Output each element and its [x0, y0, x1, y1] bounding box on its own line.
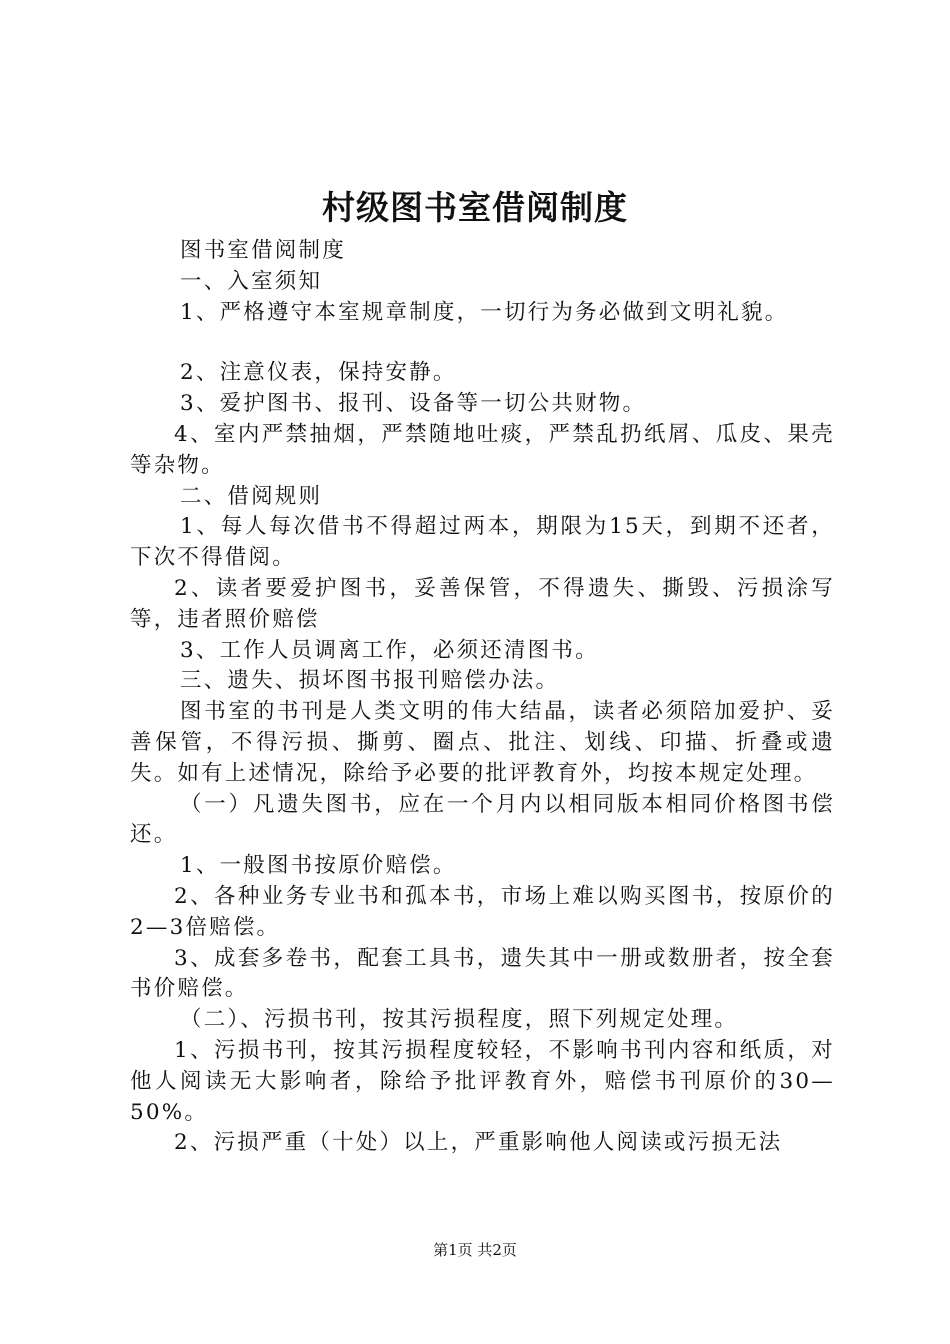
section-heading: 三、遗失、损坏图书报刊赔偿办法。 [180, 668, 560, 694]
paragraph: 图书室的书刊是人类文明的伟大结晶，读者必须陪加爱护、妥善保管，不得污损、撕剪、圈点、批注、划线、印描、折叠或遗失。如有上述情况，除给予必要的批评教育外，均按本规定处理。 [130, 699, 835, 786]
section-heading: 二、借阅规则 [180, 483, 323, 509]
section-heading: （二）、污损书刊，按其污损程度，照下列规定处理。 [180, 1007, 739, 1033]
paragraph: 3、成套多卷书，配套工具书，遗失其中一册或数册者，按全套书价赔偿。 [130, 945, 835, 1002]
paragraph: 2、注意仪表，保持安静。 [180, 360, 457, 386]
document-body [130, 236, 835, 1159]
paragraph: 图书室借阅制度 [180, 238, 346, 263]
blank-line [130, 328, 835, 358]
section-heading: 一、入室须知 [180, 268, 323, 294]
paragraph: 3、爱护图书、报刊、设备等一切公共财物。 [180, 391, 647, 417]
paragraph: 3、工作人员调离工作，必须还清图书。 [180, 637, 599, 663]
paragraph: 2、各种业务专业书和孤本书，市场上难以购买图书，按原价的2—3倍赔偿。 [130, 883, 835, 940]
paragraph: 1、一般图书按原价赔偿。 [180, 853, 457, 879]
paragraph: （一）凡遗失图书，应在一个月内以相同版本相同价格图书偿还。 [130, 791, 835, 848]
paragraph: 1、污损书刊，按其污损程度较轻，不影响书刊内容和纸质，对他人阅读无大影响者，除给予批评教育外，赔偿书刊原价的30—50%。 [130, 1037, 835, 1125]
paragraph: 2、污损严重（十处）以上，严重影响他人阅读或污损无法 [174, 1130, 783, 1156]
paragraph: 2、读者要爱护图书，妥善保管，不得遗失、撕毁、污损涂写等，违者照价赔偿 [130, 575, 835, 632]
paragraph: 1、每人每次借书不得超过两本，期限为15天，到期不还者，下次不得借阅。 [130, 514, 835, 571]
page-footer: 第1页 共2页 [433, 1241, 517, 1259]
document-title: 村级图书室借阅制度 [322, 188, 628, 227]
paragraph: 1、严格遵守本室规章制度，一切行为务必做到文明礼貌。 [180, 299, 789, 325]
paragraph: 4、室内严禁抽烟，严禁随地吐痰，严禁乱扔纸屑、瓜皮、果壳等杂物。 [130, 421, 835, 478]
